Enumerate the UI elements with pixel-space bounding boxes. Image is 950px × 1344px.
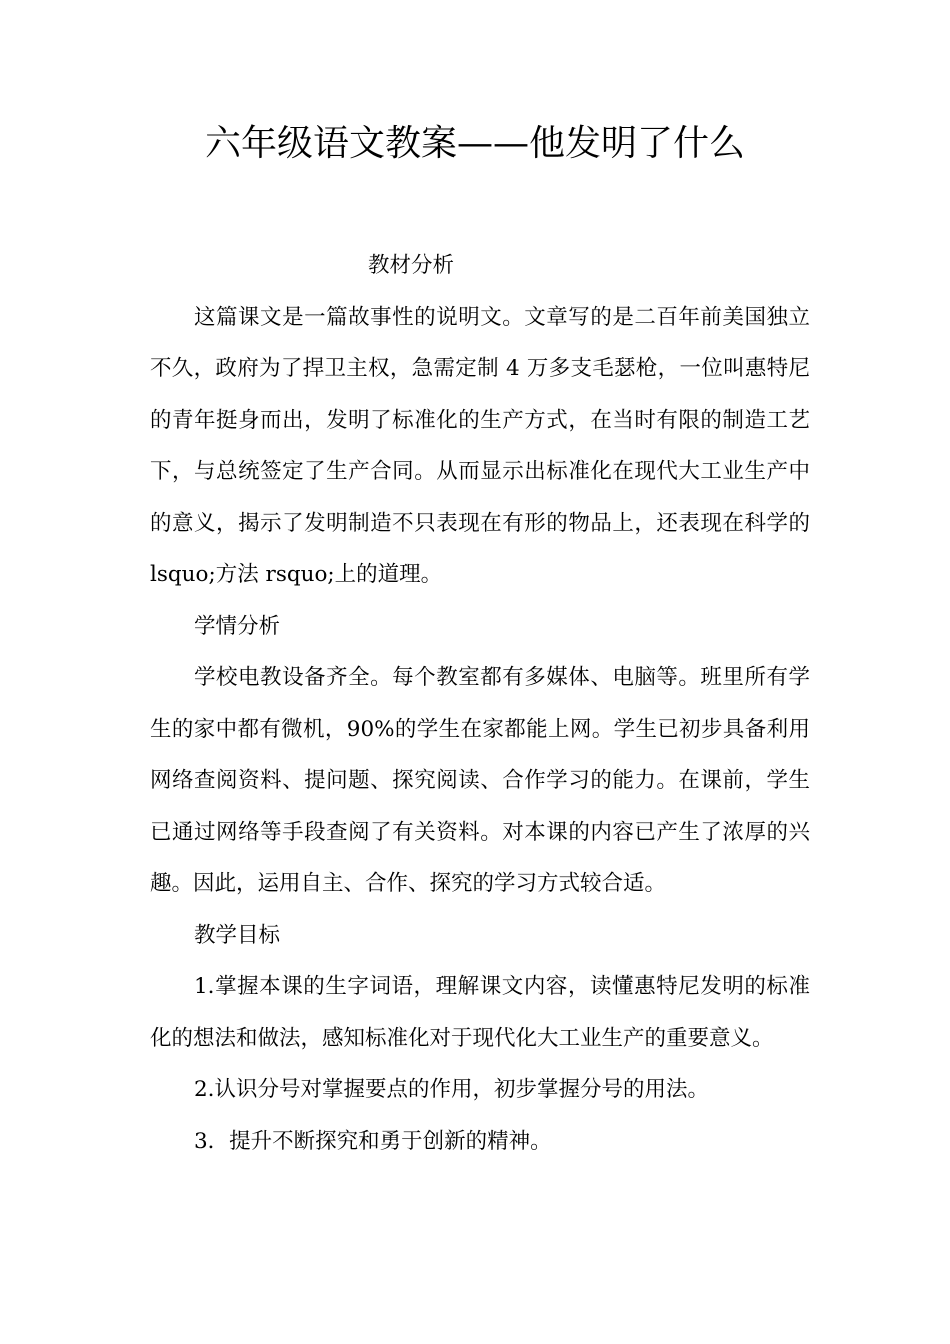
goal-item-1: 1.掌握本课的生字词语，理解课文内容，读懂惠特尼发明的标准化的想法和做法，感知标准化对于现代化大工业生产的重要意义。	[150, 974, 810, 1051]
section-heading-student-analysis: 学情分析	[194, 613, 281, 639]
section-heading-teaching-goals: 教学目标	[194, 922, 281, 948]
section-heading-material-analysis: 教材分析	[368, 253, 455, 278]
goal-item-2: 2.认识分号对掌握要点的作用，初步掌握分号的用法。	[194, 1077, 710, 1102]
paragraph-student-analysis: 学校电教设备齐全。每个教室都有多媒体、电脑等。班里所有学生的家中都有微机，90%的学生在家都能上网。学生已初步具备利用网络查阅资料、提问题、探究阅读、合作学习的能力。在课前，学生已通过网络等手段查阅了有关资料。对本课的内容已产生了浓厚的兴趣。因此，运用自主、合作、探究的学习方式较合适。	[150, 665, 810, 896]
document-body	[150, 240, 810, 1167]
document-title: 六年级语文教案——他发明了什么	[204, 123, 745, 164]
paragraph-material-analysis: 这篇课文是一篇故事性的说明文。文章写的是二百年前美国独立不久，政府为了捍卫主权，急需定制 4 万多支毛瑟枪，一位叫惠特尼的青年挺身而出，发明了标准化的生产方式，在当时有限的制造工艺下，与总统签定了生产合同。从而显示出标准化在现代大工业生产中的意义，揭示了发明制造不只表现在有形的物品上，还表现在科学的 lsquo;方法 rsquo;上的道理。	[150, 304, 810, 587]
goal-item-3: 3．提升不断探究和勇于创新的精神。	[194, 1128, 552, 1154]
